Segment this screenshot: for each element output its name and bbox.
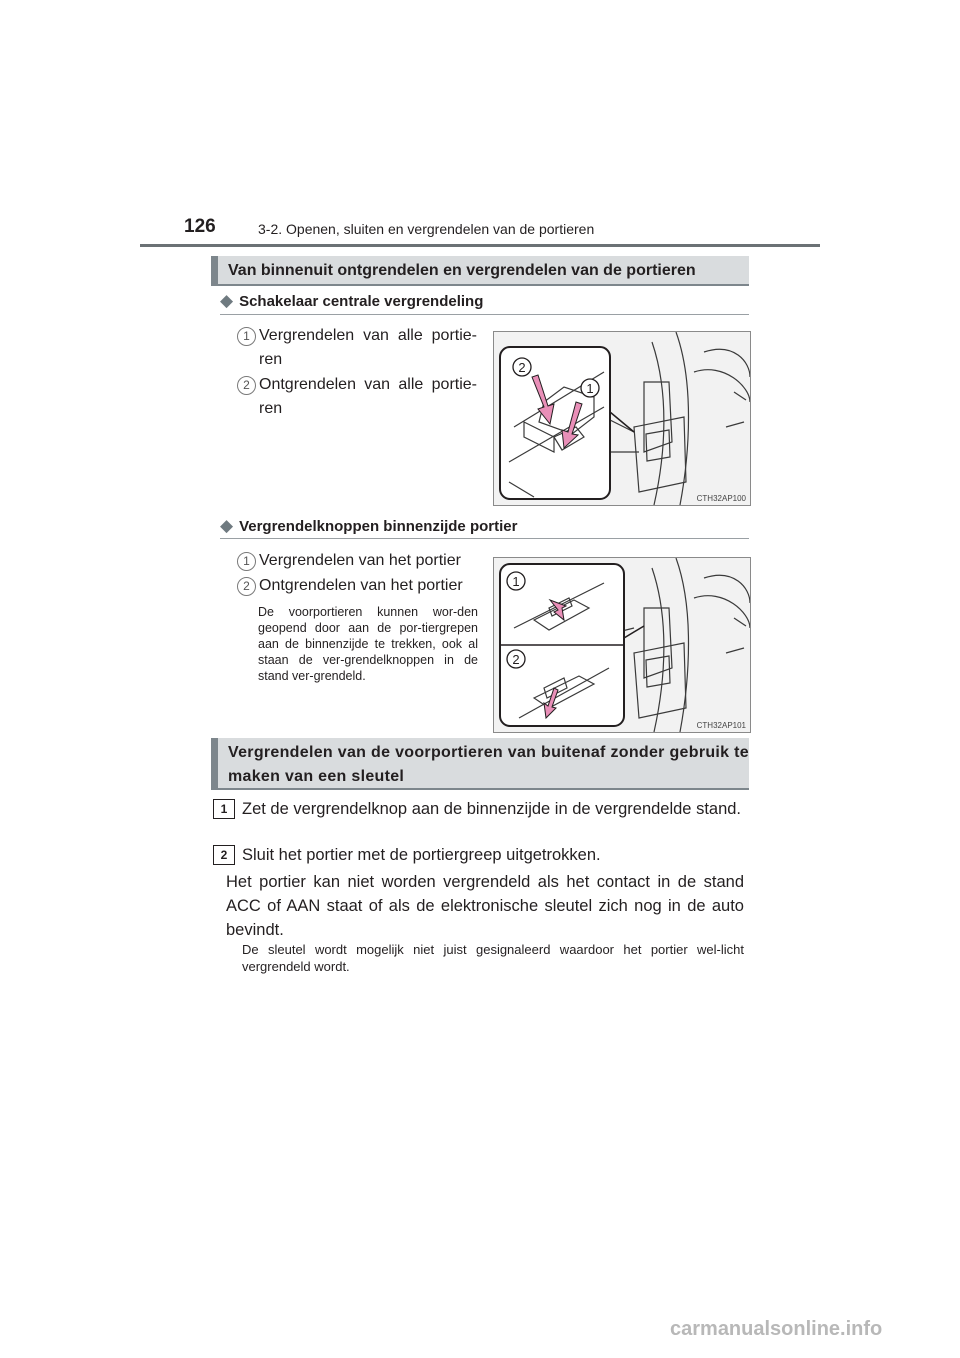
list-item-text: Vergrendelen van het portier bbox=[259, 552, 461, 569]
circled-number: 2 bbox=[237, 577, 256, 596]
list-item-text: Ontgrendelen van alle portie-ren bbox=[259, 376, 477, 417]
svg-text:1: 1 bbox=[586, 381, 594, 396]
circled-number: 1 bbox=[237, 327, 256, 346]
section-heading-inside: Van binnenuit ontgrendelen en vergrendelen van de portieren bbox=[211, 256, 749, 286]
step-text: Sluit het portier met de portiergreep uitgetrokken. bbox=[242, 846, 601, 864]
header-rule bbox=[140, 244, 820, 247]
door-handle-drawing bbox=[494, 558, 750, 732]
callout-1-marker bbox=[507, 572, 525, 590]
section-heading-outside: Vergrendelen van de voorportieren van buitenaf zonder gebruik te maken van een sleutel bbox=[211, 738, 749, 790]
list-item-text: Vergrendelen van alle portie-ren bbox=[259, 327, 477, 368]
figure-code: CTH32AP101 bbox=[696, 721, 746, 730]
note-text: De sleutel wordt mogelijk niet juist gesignaleerd waardoor het portier wel-licht vergrendeld wordt. bbox=[242, 942, 744, 974]
svg-text:2: 2 bbox=[512, 652, 520, 667]
leader-line bbox=[624, 626, 644, 638]
svg-text:2: 2 bbox=[518, 360, 526, 375]
subheading-rule bbox=[220, 314, 749, 315]
callout-1-marker bbox=[581, 379, 599, 397]
figure-code: CTH32AP100 bbox=[696, 494, 746, 503]
illustration-inside-lock-buttons bbox=[493, 557, 751, 733]
door-switch-drawing bbox=[494, 332, 750, 505]
step-number: 1 bbox=[213, 799, 235, 819]
step-text: Zet de vergrendelknop aan de binnenzijde in de vergrendelde stand. bbox=[242, 800, 742, 818]
list-item-text: Ontgrendelen van het portier bbox=[259, 577, 463, 594]
subheading-rule bbox=[220, 538, 749, 539]
subheading-text: Vergrendelknoppen binnenzijde portier bbox=[239, 518, 518, 535]
circled-number: 2 bbox=[237, 376, 256, 395]
body-paragraph: Het portier kan niet worden vergrendeld als het contact in de stand ACC of AAN staat of als de elektronische sleutel zich nog in de auto bevindt. bbox=[226, 873, 744, 939]
callout-2-marker bbox=[507, 650, 525, 668]
subheading-text: Schakelaar centrale vergrendeling bbox=[239, 293, 484, 310]
step-number: 2 bbox=[213, 845, 235, 865]
svg-text:1: 1 bbox=[512, 574, 520, 589]
page-number: 126 bbox=[184, 216, 216, 237]
diamond-bullet-icon: ◆ bbox=[220, 291, 234, 310]
circled-number: 1 bbox=[237, 552, 256, 571]
callout-2-marker bbox=[513, 358, 531, 376]
illustration-central-lock-switch bbox=[493, 331, 751, 506]
note-text: De voorportieren kunnen wor-den geopend door aan de por-tiergrepen aan de binnenzijde te trekken, ook al staan de ver-grendelknoppen in de stand ver-grendeld. bbox=[258, 605, 478, 683]
subheading-central-lock-switch bbox=[220, 291, 483, 311]
subheading-inside-lock-buttons bbox=[220, 516, 517, 536]
diamond-bullet-icon: ◆ bbox=[220, 516, 234, 535]
chapter-title: 3-2. Openen, sluiten en vergrendelen van de portieren bbox=[258, 221, 595, 237]
watermark: carmanualsonline.info bbox=[670, 1318, 883, 1340]
